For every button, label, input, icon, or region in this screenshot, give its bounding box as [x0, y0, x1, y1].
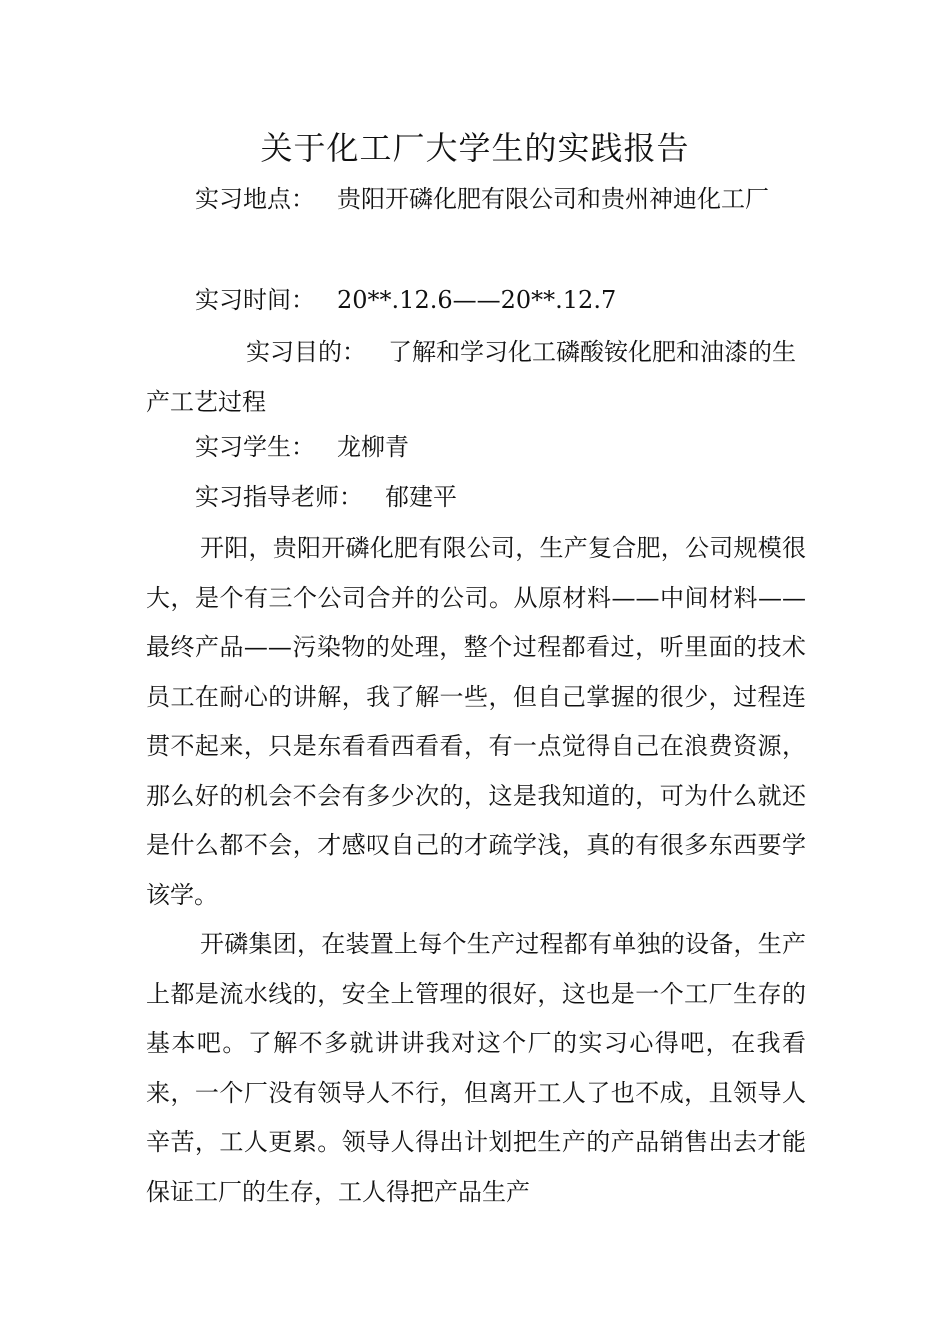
document-title: 关于化工厂大学生的实践报告 [260, 129, 690, 167]
time-line [195, 282, 616, 318]
time-label: 实习时间： [195, 286, 315, 314]
teacher-label: 实习指导老师： [195, 483, 363, 511]
student-value: 龙柳青 [337, 433, 409, 461]
teacher-value: 郁建平 [385, 483, 457, 511]
purpose-line [146, 328, 806, 427]
student-line [195, 429, 409, 465]
time-value: 20**.12.6——20**.12.7 [337, 286, 617, 314]
location-value: 贵阳开磷化肥有限公司和贵州神迪化工厂 [337, 185, 769, 213]
purpose-label: 实习目的： [246, 338, 366, 366]
location-label: 实习地点： [195, 185, 315, 213]
body-paragraph-2: 开磷集团，在装置上每个生产过程都有单独的设备，生产上都是流水线的，安全上管理的很好，这也是一个工厂生存的基本吧。了解不多就讲讲我对这个厂的实习心得吧，在我看来，一个厂没有领导人不行，但离开工人了也不成，且领导人辛苦，工人更累。领导人得出计划把生产的产品销售出去才能保证工厂的生存，工人得把产品生产 [146, 930, 806, 1206]
purpose-value: 了解和学习化工磷酸铵化肥和油漆的生产工艺过程 [146, 338, 796, 416]
teacher-line [195, 479, 457, 515]
location-line [195, 181, 769, 217]
body-paragraph-1: 开阳，贵阳开磷化肥有限公司，生产复合肥，公司规模很大，是个有三个公司合并的公司。从原材料——中间材料——最终产品——污染物的处理，整个过程都看过，听里面的技术员工在耐心的讲解，我了解一些，但自己掌握的很少，过程连贯不起来，只是东看看西看看，有一点觉得自己在浪费资源，那么好的机会不会有多少次的，这是我知道的，可为什么就还是什么都不会，才感叹自己的才疏学浅，真的有很多东西要学该学。 [146, 534, 806, 909]
student-label: 实习学生： [195, 433, 315, 461]
